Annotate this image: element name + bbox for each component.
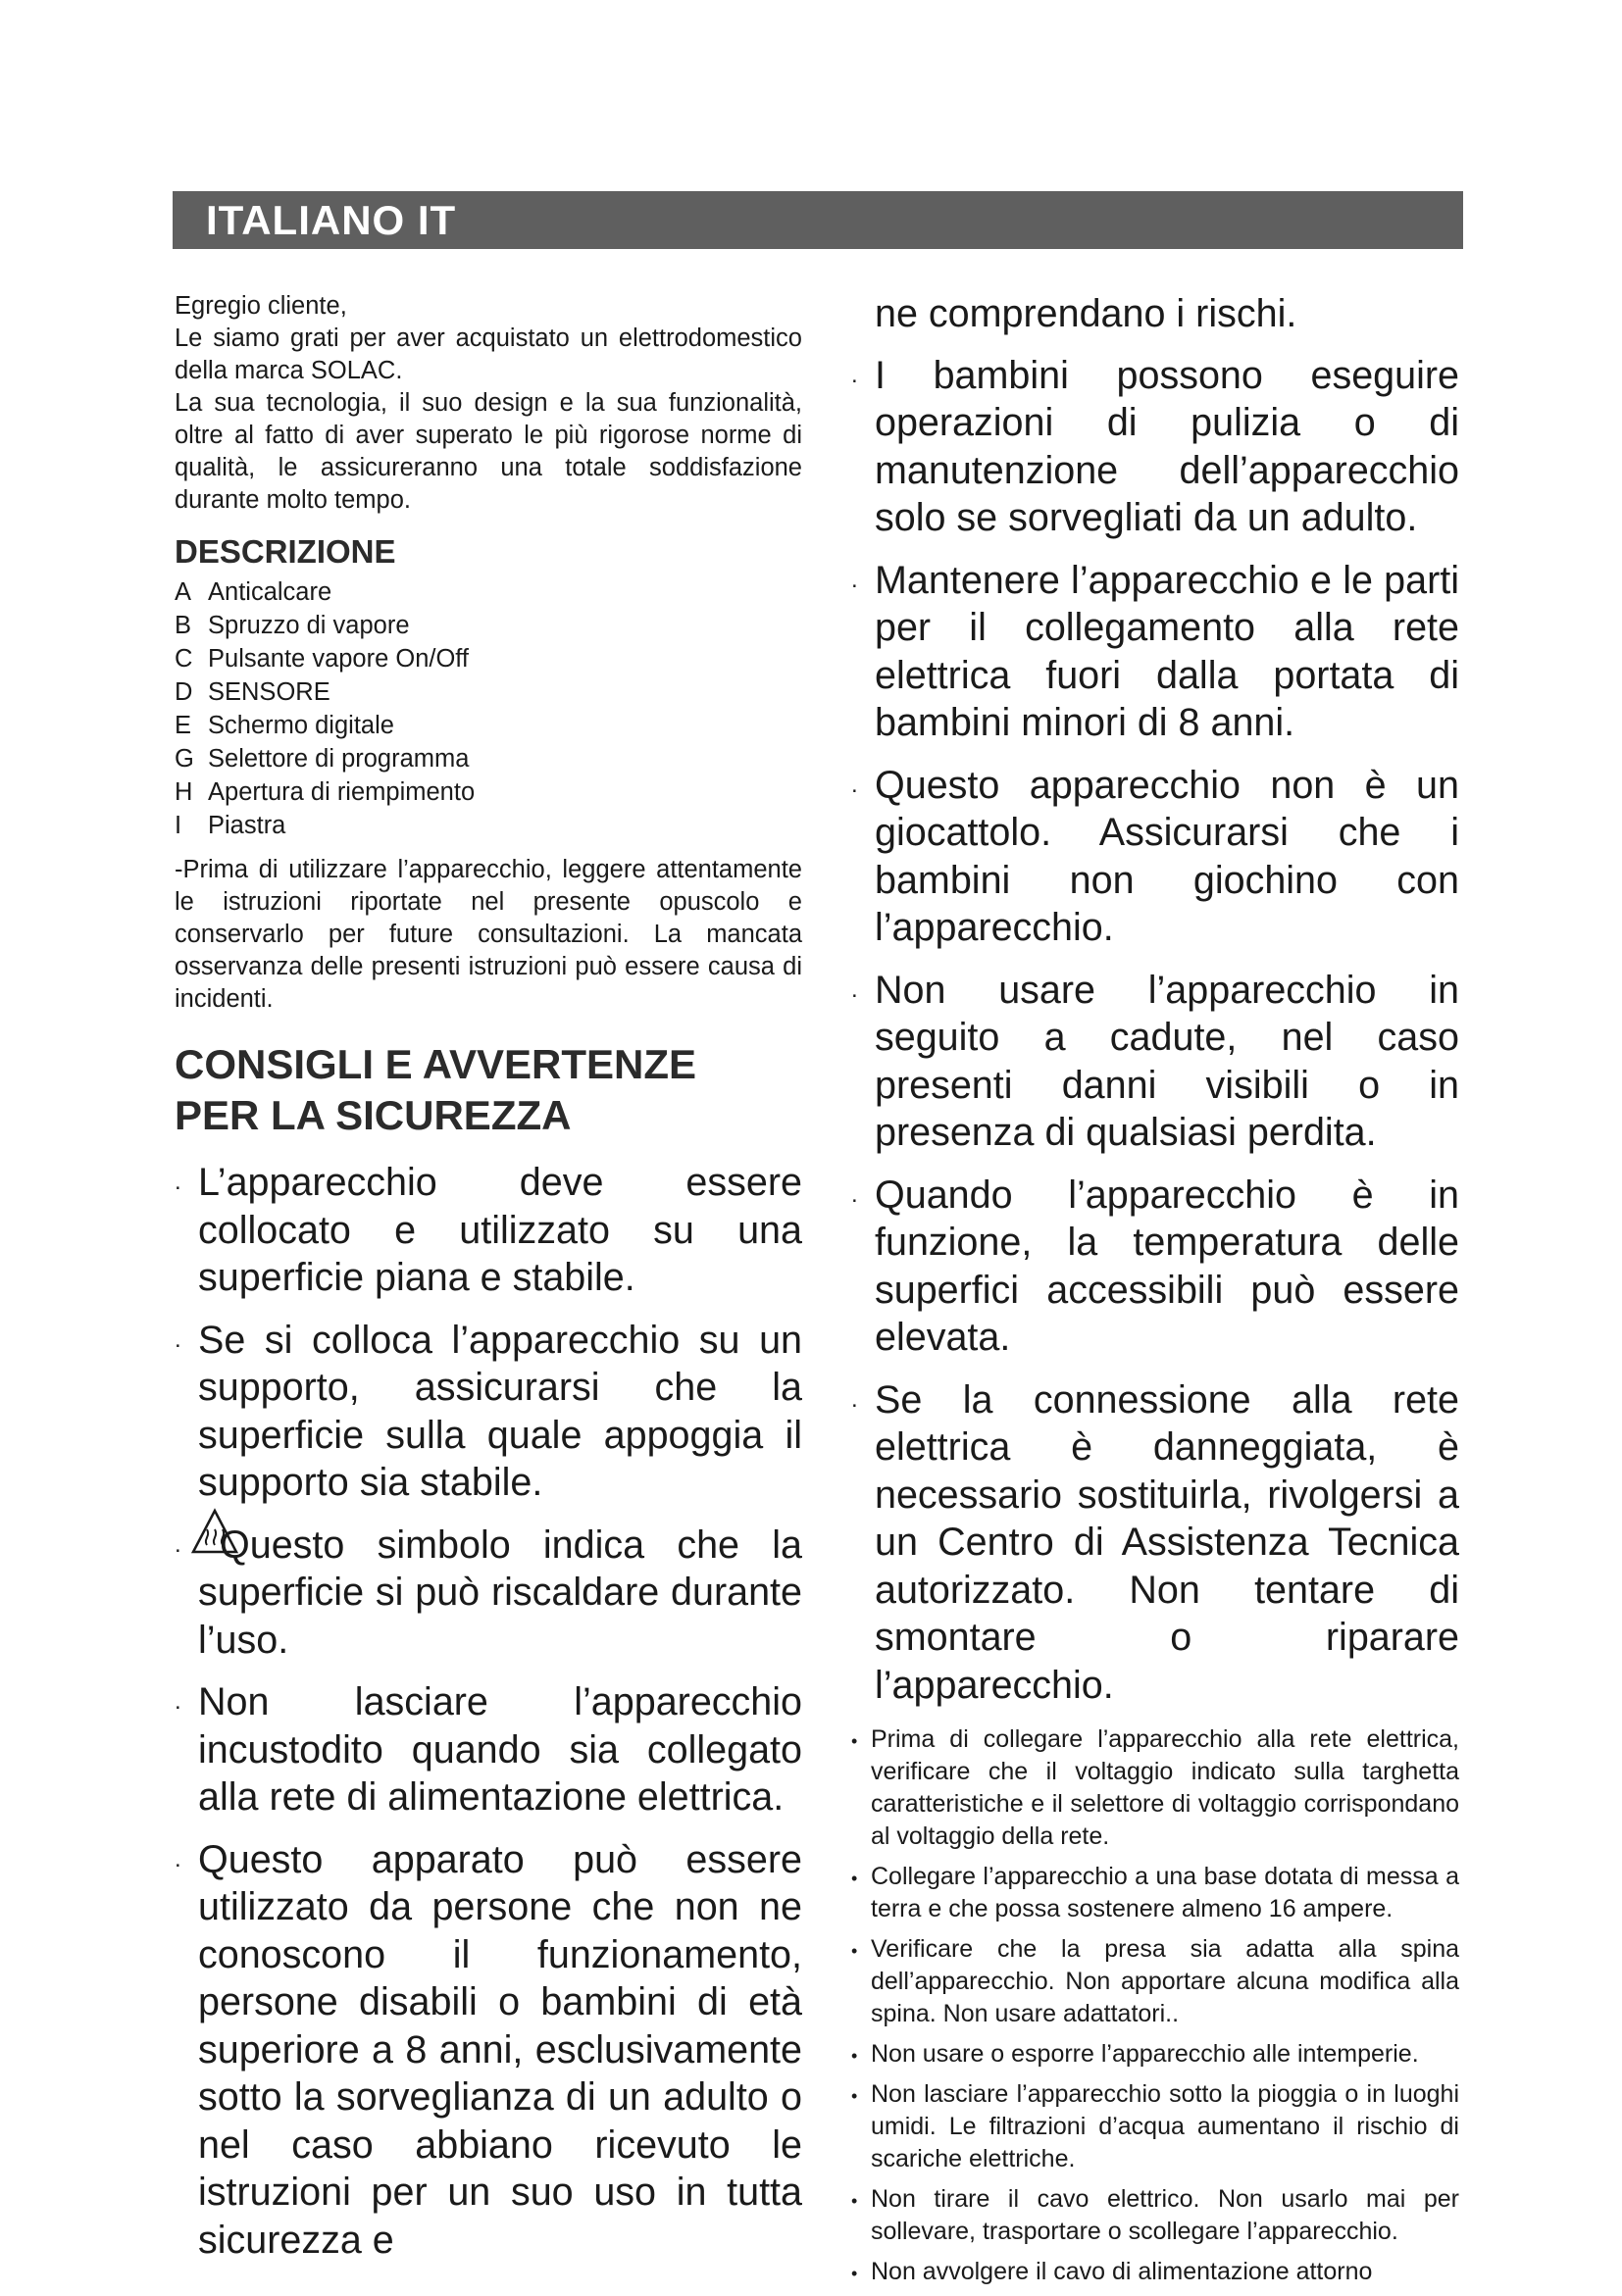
bullet-dot: . bbox=[175, 1530, 181, 1558]
bullet-dot: . bbox=[851, 361, 858, 388]
list-item bbox=[851, 967, 1459, 1157]
bullet-dot: . bbox=[175, 1325, 181, 1353]
bullet-dot: . bbox=[851, 1180, 858, 1208]
safety-item-text: Se si colloca l’apparecchio su un supporto, assicurarsi che la superficie sulla quale appoggia il supporto sia stabile. bbox=[198, 1318, 802, 1504]
list-item bbox=[851, 2038, 1459, 2071]
list-item bbox=[175, 1678, 802, 1822]
list-item bbox=[175, 642, 802, 675]
list-item bbox=[851, 1861, 1459, 1925]
language-header-title: ITALIANO IT bbox=[206, 197, 457, 243]
bullet-dot: • bbox=[851, 2046, 858, 2066]
safety-item-text: Questo simbolo indica che la superficie si può riscaldare durante l’uso. bbox=[198, 1522, 802, 1662]
intro-paragraph-2: La sua tecnologia, il suo design e la sua funzionalità, oltre al fatto di aver superato le più rigorose norme di qualità, le assicureranno una totale soddisfazione durante molto tempo. bbox=[175, 389, 802, 514]
bullet-dot: • bbox=[851, 1941, 858, 1961]
safety-item-text: Collegare l’apparecchio a una base dotata di messa a terra e che possa sostenere almeno 16 ampere. bbox=[871, 1863, 1459, 1922]
list-item bbox=[851, 1933, 1459, 2030]
safety-item-text: I bambini possono eseguire operazioni di pulizia o di manutenzione dell’apparecchio solo se sorvegliati da un adulto. bbox=[875, 353, 1459, 539]
list-item bbox=[175, 1317, 802, 1507]
description-letter: H bbox=[175, 778, 193, 806]
safety-list-left bbox=[175, 1159, 802, 2264]
list-item bbox=[851, 1723, 1459, 1853]
safety-item-text: Questo apparato può essere utilizzato da persone che non ne conoscono il funzionamento, persone disabili o bambini di età superiore a 8 anni, esclusivamente sotto la sorveglianza di un adulto o nel caso abbiano ricevuto le istruzioni per un suo uso in tutta sicurezza e bbox=[198, 1837, 802, 2262]
right-column bbox=[851, 290, 1459, 2296]
list-item bbox=[175, 775, 802, 809]
left-column bbox=[175, 290, 802, 2278]
description-letter: B bbox=[175, 612, 192, 639]
bullet-dot: . bbox=[851, 975, 858, 1003]
safety-heading-line-1: CONSIGLI E AVVERTENZE bbox=[175, 1041, 697, 1087]
hot-surface-warning-icon bbox=[190, 1508, 239, 1555]
description-letter: E bbox=[175, 712, 192, 739]
safety-heading-line-2: PER LA SICUREZZA bbox=[175, 1092, 572, 1138]
bullet-dot: • bbox=[851, 2191, 858, 2211]
list-item bbox=[851, 1376, 1459, 1710]
list-item bbox=[851, 2256, 1459, 2288]
safety-item-text: Non usare o esporre l’apparecchio alle intemperie. bbox=[871, 2040, 1419, 2068]
safety-item-text: Non tirare il cavo elettrico. Non usarlo mai per sollevare, trasportare o scollegare l’apparecchio. bbox=[871, 2185, 1459, 2245]
read-instructions-warning: -Prima di utilizzare l’apparecchio, leggere attentamente le istruzioni riportate nel presente opuscolo e conservarlo per future consultazioni. La mancata osservanza delle presenti istruzioni può essere causa di incidenti. bbox=[175, 856, 802, 1013]
safety-item-text: Verificare che la presa sia adatta alla spina dell’apparecchio. Non apportare alcuna modifica alla spina. Non usare adattatori.. bbox=[871, 1935, 1459, 2027]
safety-item-text: Non avvolgere il cavo di alimentazione attorno bbox=[871, 2258, 1373, 2285]
list-item bbox=[175, 575, 802, 609]
safety-list-right bbox=[851, 352, 1459, 1710]
description-text: Selettore di programma bbox=[208, 745, 470, 773]
safety-item-text: Prima di collegare l’apparecchio alla rete elettrica, verificare che il voltaggio indicato sulla targhetta caratteristiche e il selettore di voltaggio corrispondano al voltaggio della rete. bbox=[871, 1725, 1459, 1850]
list-item bbox=[175, 742, 802, 775]
safety-item-text: Questo apparecchio non è un giocattolo. Assicurarsi che i bambini non giochino con l’apparecchio. bbox=[875, 763, 1459, 949]
intro-paragraph-1: Le siamo grati per aver acquistato un elettrodomestico della marca SOLAC. bbox=[175, 324, 802, 384]
safety-item-text: Non lasciare l’apparecchio sotto la pioggia o in luoghi umidi. Le filtrazioni d’acqua aumentano il rischio di scariche elettriche. bbox=[871, 2080, 1459, 2172]
description-text: Schermo digitale bbox=[208, 712, 394, 739]
safety-item-text: Se la connessione alla rete elettrica è danneggiata, è necessario sostituirla, rivolgersi a un Centro di Assistenza Tecnica autorizzato. Non tentare di smontare o riparare l’apparecchio. bbox=[875, 1377, 1459, 1707]
description-list bbox=[175, 575, 802, 842]
safety-item-text: Non lasciare l’apparecchio incustodito quando sia collegato alla rete di alimentazione elettrica. bbox=[198, 1680, 802, 1819]
bullet-dot: . bbox=[851, 1385, 858, 1413]
bullet-dot: • bbox=[851, 1731, 858, 1751]
description-text: Anticalcare bbox=[208, 578, 332, 606]
description-text: Pulsante vapore On/Off bbox=[208, 645, 470, 673]
list-item bbox=[175, 1522, 802, 1665]
bullet-dot: . bbox=[851, 566, 858, 593]
list-item bbox=[175, 675, 802, 709]
safety-continuation: ne comprendano i rischi. bbox=[875, 292, 1297, 335]
description-letter: G bbox=[175, 745, 194, 773]
description-heading: DESCRIZIONE bbox=[175, 533, 396, 570]
safety-heading bbox=[175, 1039, 802, 1141]
intro-section bbox=[175, 290, 802, 517]
description-letter: A bbox=[175, 578, 192, 606]
bullet-dot: • bbox=[851, 2264, 858, 2283]
safety-item-text: Non usare l’apparecchio in seguito a cadute, nel caso presenti danni visibili o in presenza di qualsiasi perdita. bbox=[875, 968, 1459, 1154]
description-letter: C bbox=[175, 645, 193, 673]
description-letter: D bbox=[175, 678, 193, 706]
list-item bbox=[851, 1172, 1459, 1362]
list-item bbox=[175, 809, 802, 842]
list-item bbox=[175, 1836, 802, 2265]
bullet-dot: • bbox=[851, 2086, 858, 2106]
list-item bbox=[851, 557, 1459, 747]
description-text: SENSORE bbox=[208, 678, 330, 706]
bullet-dot: • bbox=[851, 1869, 858, 1888]
list-item bbox=[851, 352, 1459, 542]
list-item bbox=[851, 2078, 1459, 2175]
safety-item-text: L’apparecchio deve essere collocato e utilizzato su una superficie piana e stabile. bbox=[198, 1161, 802, 1299]
safety-item-text: Mantenere l’apparecchio e le parti per il collegamento alla rete elettrica fuori dalla portata di bambini minori di 8 anni. bbox=[875, 558, 1459, 744]
bullet-dot: . bbox=[175, 1169, 181, 1195]
intro-greeting: Egregio cliente, bbox=[175, 292, 347, 320]
description-text: Spruzzo di vapore bbox=[208, 612, 410, 639]
list-item bbox=[851, 2183, 1459, 2248]
list-item bbox=[851, 762, 1459, 952]
list-item bbox=[175, 609, 802, 642]
description-text: Piastra bbox=[208, 812, 286, 839]
language-header-bar bbox=[173, 191, 1463, 249]
bullet-dot: . bbox=[175, 1845, 181, 1872]
safety-item-text: Quando l’apparecchio è in funzione, la temperatura delle superfici accessibili può essere elevata. bbox=[875, 1173, 1459, 1359]
safety-list-small bbox=[851, 1723, 1459, 2288]
description-text: Apertura di riempimento bbox=[208, 778, 476, 806]
bullet-dot: . bbox=[851, 771, 858, 798]
list-item bbox=[175, 1159, 802, 1302]
list-item bbox=[175, 709, 802, 742]
description-letter: I bbox=[175, 812, 182, 839]
bullet-dot: . bbox=[175, 1688, 181, 1715]
